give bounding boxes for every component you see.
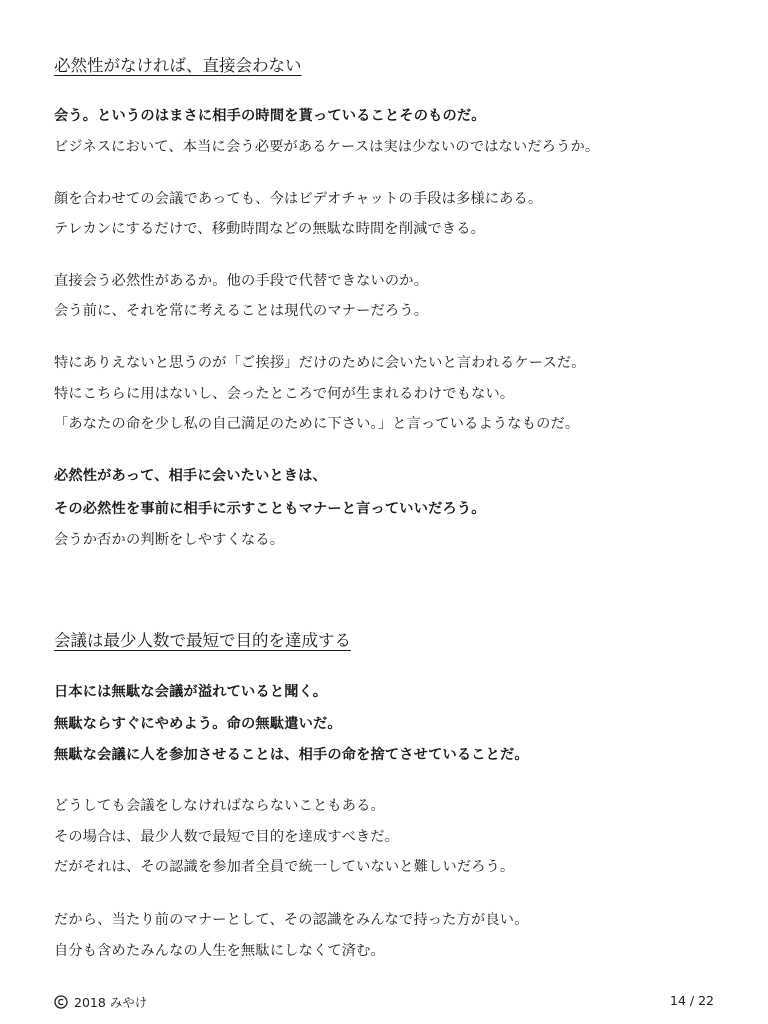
paragraph-line: ビジネスにおいて、本当に会う必要があるケースは実は少ないのではないだろうか。	[54, 139, 600, 155]
paragraph-line: 会う。というのはまさに相手の時間を貰っていることそのものだ。	[54, 108, 486, 124]
paragraph-line: その場合は、最少人数で最短で目的を達成すべきだ。	[54, 829, 400, 845]
paragraph-line: 無駄ならすぐにやめよう。命の無駄遣いだ。	[54, 716, 342, 732]
footer-copyright	[54, 993, 147, 1011]
paragraph-line: 特にこちらに用はないし、会ったところで何が生まれるわけでもない。	[54, 386, 515, 402]
paragraph-line: 会うか否かの判断をしやすくなる。	[54, 532, 285, 548]
paragraph-line: 直接会う必然性があるか。他の手段で代替できないのか。	[54, 273, 429, 289]
paragraph-line: 日本には無駄な会議が溢れていると聞く。	[54, 684, 328, 700]
copyright-icon	[54, 995, 68, 1009]
section-heading-2: 会議は最少人数で最短で目的を達成する	[54, 631, 351, 650]
paragraph-line: だから、当たり前のマナーとして、その認識をみんなで持った方が良い。	[54, 912, 529, 928]
paragraph-line: テレカンにするだけで、移動時間などの無駄な時間を削減できる。	[54, 221, 486, 237]
paragraph-line: 特にありえないと思うのが「ご挨拶」だけのために会いたいと言われるケースだ。	[54, 355, 586, 371]
paragraph-line: どうしても会議をしなければならないこともある。	[54, 798, 385, 814]
paragraph-line: 「あなたの命を少し私の自己満足のために下さい。」と言っているようなものだ。	[54, 416, 580, 432]
paragraph-line: 無駄な会議に人を参加させることは、相手の命を捨てさせていることだ。	[54, 747, 529, 763]
page-number: 14 / 22	[670, 993, 714, 1008]
paragraph-line: 必然性があって、相手に会いたいときは、	[54, 468, 327, 484]
paragraph-line: その必然性を事前に相手に示すこともマナーと言っていいだろう。	[54, 501, 486, 517]
paragraph-line: 会う前に、それを常に考えることは現代のマナーだろう。	[54, 303, 429, 319]
paragraph-line: 顔を合わせての会議であっても、今はビデオチャットの手段は多様にある。	[54, 191, 543, 207]
copyright-text: 2018 みやけ	[74, 995, 148, 1010]
paragraph-line: 自分も含めたみんなの人生を無駄にしなくて済む。	[54, 943, 385, 959]
paragraph-line: だがそれは、その認識を参加者全員で統一していないと難しいだろう。	[54, 859, 515, 875]
section-heading-1: 必然性がなければ、直接会わない	[54, 56, 302, 75]
